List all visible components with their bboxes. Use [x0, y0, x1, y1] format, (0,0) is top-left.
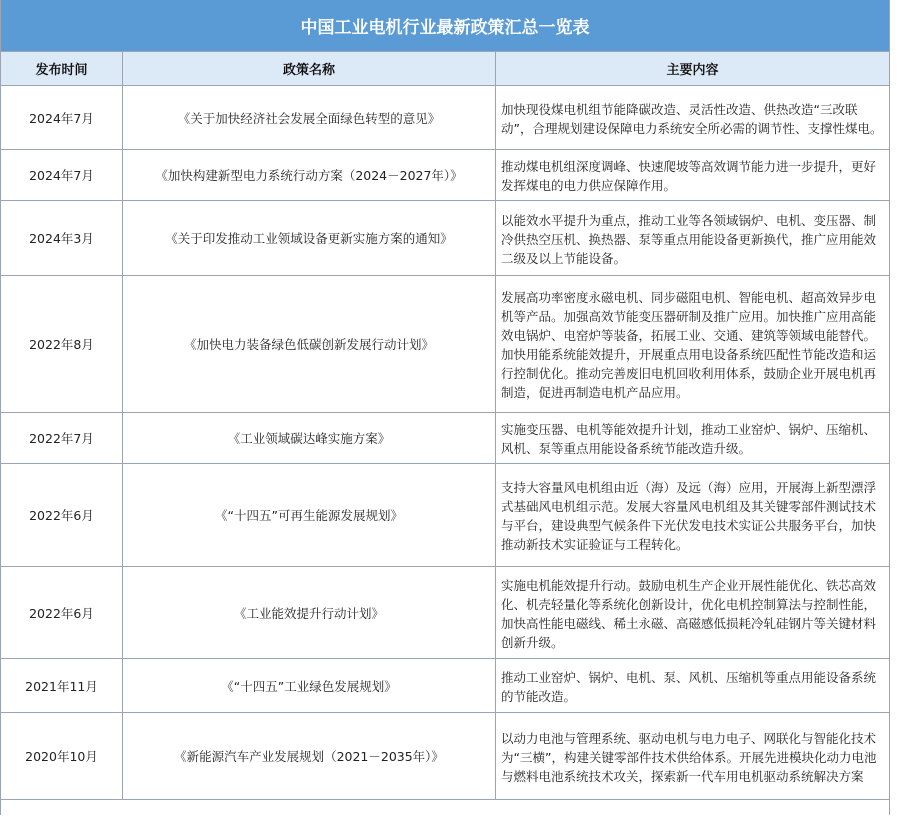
cell-content — [496, 276, 889, 412]
cell-policy-name: 《工业能效提升行动计划》 — [123, 567, 496, 658]
cell-policy-name: 《“十四五”可再生能源发展规划》 — [123, 464, 496, 566]
cell-policy-name: 《关于加快经济社会发展全面绿色转型的意见》 — [123, 86, 496, 149]
header-policy-name: 政策名称 — [123, 52, 496, 85]
table-row — [1, 464, 889, 567]
cell-date: 2022年7月 — [1, 413, 123, 463]
table-title: 中国工业电机行业最新政策汇总一览表 — [1, 0, 889, 52]
cell-date: 2024年7月 — [1, 150, 123, 200]
cell-policy-name: 《工业领域碳达峰实施方案》 — [123, 413, 496, 463]
content-text: 推动煤电机组深度调峰、快速爬坡等高效调节能力进一步提升，更好发挥煤电的电力供应保障作用。 — [501, 159, 877, 193]
table-row — [1, 276, 889, 413]
cell-policy-name: 《加快构建新型电力系统行动方案（2024－2027年）》 — [123, 150, 496, 200]
content-text: 以能效水平提升为重点，推动工业等各领域锅炉、电机、变压器、制冷供热空压机、换热器、泵等重点用能设备更新换代，推广应用能效二级及以上节能设备。 — [501, 212, 877, 266]
cell-date: 2022年6月 — [1, 567, 123, 658]
content-text: 以动力电池与管理系统、驱动电机与电力电子、网联化与智能化技术为“三横”，构建关键零部件技术供给体系。开展先进模块化动力电池与燃料电池系统技术攻关，探索新一代车用电机驱动系统解决方案 — [501, 730, 877, 784]
cell-policy-name: 《加快电力装备绿色低碳创新发展行动计划》 — [123, 276, 496, 412]
cell-content — [496, 713, 889, 799]
cell-policy-name: 《“十四五”工业绿色发展规划》 — [123, 659, 496, 712]
content-text: 加快现役煤电机组节能降碳改造、灵活性改造、供热改造“三改联动”，合理规划建设保障电力系统安全所必需的调节性、支撑性煤电。 — [501, 101, 883, 136]
content-text: 实施变压器、电机等能效提升计划，推动工业窑炉、锅炉、压缩机、风机、泵等重点用能设备系统节能改造升级。 — [501, 422, 877, 456]
content-text: 发展高功率密度永磁电机、同步磁阻电机、智能电机、超高效异步电机等产品。加强高效节能变压器研制及推广应用。加快推广应用高能效电锅炉、电窑炉等装备，拓展工业、交通、建筑等领域电能替代。加快用能系统能效提升，开展重点用电设备系统匹配性节能改造和运行控制优化。推动完善废旧电机回收利用体系，鼓励企业开展电机再制造，促进再制造电机产品应用。 — [501, 290, 877, 400]
cell-date: 2024年7月 — [1, 86, 123, 149]
table-row — [1, 567, 889, 659]
cell-date: 2022年6月 — [1, 464, 123, 566]
cell-policy-name: 《新能源汽车产业发展规划（2021－2035年）》 — [123, 713, 496, 799]
cell-content — [496, 150, 889, 200]
cell-content — [496, 86, 889, 149]
table-header — [1, 52, 889, 86]
header-date: 发布时间 — [1, 52, 123, 85]
cell-content — [496, 567, 889, 658]
table-row — [1, 413, 889, 464]
cell-content — [496, 659, 889, 712]
cell-date: 2022年8月 — [1, 276, 123, 412]
cell-date: 2024年3月 — [1, 201, 123, 275]
cell-content — [496, 464, 889, 566]
content-text: 推动工业窑炉、锅炉、电机、泵、风机、压缩机等重点用能设备系统的节能改造。 — [501, 669, 877, 704]
table-row — [1, 713, 889, 800]
cell-content — [496, 413, 889, 463]
cell-date: 2021年11月 — [1, 659, 123, 712]
table-row — [1, 86, 889, 150]
cell-policy-name: 《关于印发推动工业领域设备更新实施方案的通知》 — [123, 201, 496, 275]
cell-date: 2020年10月 — [1, 713, 123, 799]
table-row — [1, 150, 889, 201]
table-row — [1, 201, 889, 276]
cell-content — [496, 201, 889, 275]
table-row — [1, 659, 889, 713]
content-text: 实施电机能效提升行动。鼓励电机生产企业开展性能优化、铁芯高效化、机壳轻量化等系统化创新设计，优化电机控制算法与控制性能，加快高性能电磁线、稀土永磁、高磁感低损耗冷轧硅钢片等关键材料创新升级。 — [501, 577, 877, 650]
content-text: 支持大容量风电机组由近（海）及远（海）应用，开展海上新型漂浮式基础风电机组示范。发展大容量风电机组及其关键零部件测试技术与平台，建设典型气候条件下光伏发电技术实证公共服务平台，加快推动新技术实证验证与工程转化。 — [501, 480, 877, 552]
header-content: 主要内容 — [666, 63, 719, 78]
